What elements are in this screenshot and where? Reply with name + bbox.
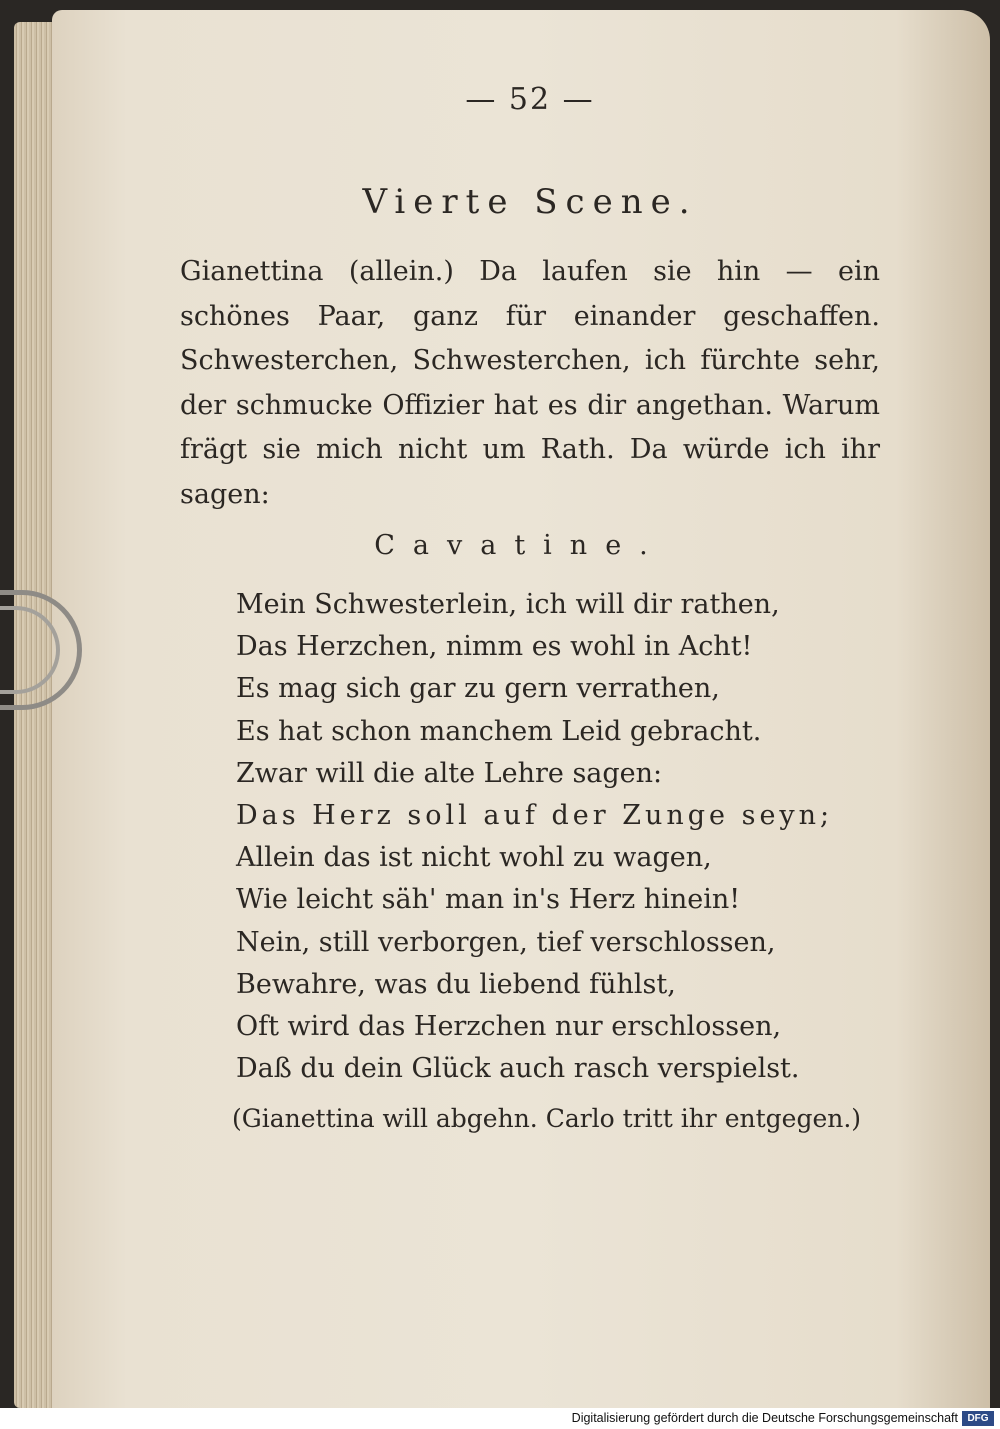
verse-line: Das Herzchen, nimm es wohl in Acht!	[236, 631, 753, 663]
verse-line: Oft wird das Herzchen nur erschlossen,	[236, 1010, 782, 1042]
scene-title: Vierte Scene.	[362, 182, 698, 222]
verse-block	[236, 584, 876, 1090]
verse-line: Bewahre, was du liebend fühlst,	[236, 968, 676, 1000]
verse-line: Allein das ist nicht wohl zu wagen,	[236, 842, 712, 874]
cavatine-title: Cavatine.	[374, 530, 666, 561]
verse-line: Wie leicht säh' man in's Herz hinein!	[236, 884, 741, 916]
verse-line: Es hat schon manchem Leid gebracht.	[236, 715, 762, 747]
verse-line: Nein, still verborgen, tief verschlossen,	[236, 926, 776, 958]
verse-line: Zwar will die alte Lehre sagen:	[236, 757, 663, 789]
dfg-logo-icon: DFG	[962, 1411, 994, 1426]
page-number: — 52 —	[465, 82, 595, 117]
verse-line: Das Herz soll auf der Zunge seyn;	[236, 799, 834, 831]
verse-line: Daß du dein Glück auch rasch verspielst.	[236, 1053, 800, 1085]
verse-line: Es mag sich gar zu gern verrathen,	[236, 673, 720, 705]
funding-footer	[0, 1408, 1000, 1429]
funding-credit-text: Digitalisierung gefördert durch die Deutsche Forschungsgemeinschaft	[571, 1411, 958, 1425]
stage-direction: (Gianettina will abgehn. Carlo tritt ihr entgegen.)	[232, 1104, 862, 1133]
prose-paragraph: Gianettina (allein.) Da laufen sie hin — ein schönes Paar, ganz für einander geschaffen. Schwesterchen, Schwesterchen, ich fürchte sehr, der schmucke Offizier hat es dir angethan. Warum frägt sie mich nicht um Rath. Da würde ich ihr sagen:	[180, 256, 880, 510]
verse-line: Mein Schwesterlein, ich will dir rathen,	[236, 589, 780, 620]
